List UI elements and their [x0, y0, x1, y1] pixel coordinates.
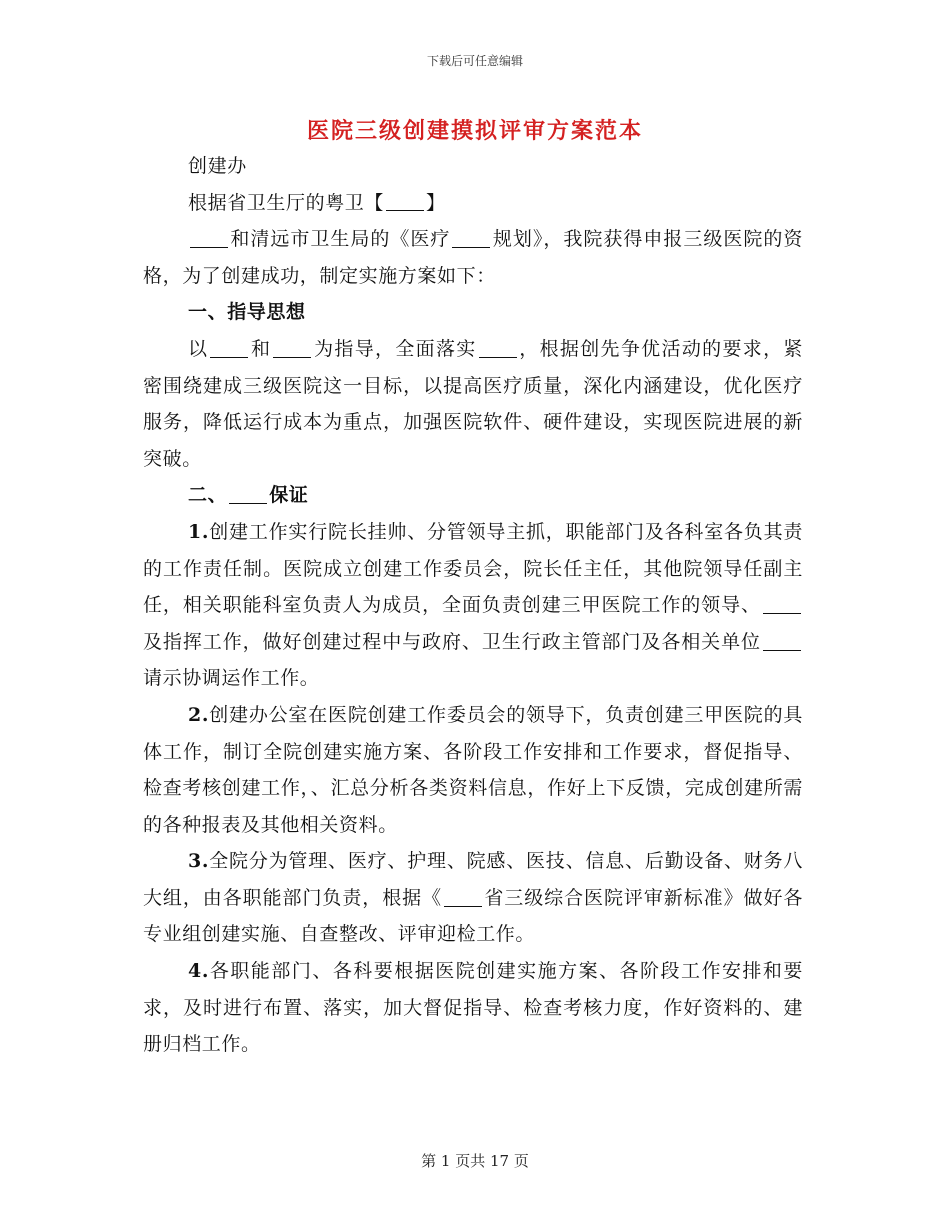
- line-department: 创建办: [188, 155, 247, 177]
- blank: [229, 483, 267, 504]
- blank: [444, 886, 482, 907]
- section-heading-1: 一、指导思想: [188, 301, 306, 324]
- blank: [479, 337, 517, 358]
- blank: [273, 337, 311, 358]
- paragraph-item-2: 2.创建办公室在医院创建工作委员会的领导下，负责创建三甲医院的具体工作，制订全院创建实施方案、各阶段工作安排和工作要求，督促指导、检查考核创建工作，、汇总分析各类资料信息，作好上下反馈，完成创建所需的各种报表及其他相关资料。: [143, 703, 803, 836]
- page-footer: 第 1 页共 17 页: [421, 1152, 529, 1170]
- document-title: 医院三级创建摸拟评审方案范本: [306, 118, 643, 144]
- blank: [190, 227, 228, 248]
- paragraph-guiding-thought: 以 和 为指导，全面落实 ，根据创先争优活动的要求，紧密围绕建成三级医院这一目标，以提高医疗质量，深化内涵建设，优化医疗服务，降低运行成本为重点，加强医院软件、硬件建设，实现医院进展的新突破。: [143, 337, 803, 470]
- header-note: 下载后可任意编辑: [426, 54, 523, 68]
- paragraph-intro: 和清远市卫生局的《医疗 规划》，我院获得申报三级医院的资格，为了创建成功，制定实施方案如下：: [143, 228, 803, 287]
- blank: [763, 630, 801, 651]
- blank: [452, 227, 490, 248]
- blank: [210, 337, 248, 358]
- paragraph-item-3: 3.全院分为管理、医疗、护理、院感、医技、信息、后勤设备、财务八大组，由各职能部门负责，根据《 省三级综合医院评审新标准》做好各专业组创建实施、自查整改、评审迎检工作。: [143, 850, 803, 946]
- blank: [763, 593, 801, 614]
- blank: [386, 191, 424, 212]
- document-body: [143, 148, 803, 1063]
- line-reference: 根据省卫生厅的粤卫【 】: [188, 191, 446, 214]
- section-heading-2: 二、 保证: [188, 484, 309, 507]
- paragraph-item-4: 4.各职能部门、各科要根据医院创建实施方案、各阶段工作安排和要求，及时进行布置、落实，加大督促指导、检查考核力度，作好资料的、建册归档工作。: [143, 960, 803, 1056]
- paragraph-item-1: 1.创建工作实行院长挂帅、分管领导主抓，职能部门及各科室各负其责的工作责任制。医院成立创建工作委员会，院长任主任，其他院领导任副主任，相关职能科室负责人为成员，全面负责创建三甲医院工作的领导、及指挥工作，做好创建过程中与政府、卫生行政主管部门及各相关单位请示协调运作工作。: [143, 520, 803, 690]
